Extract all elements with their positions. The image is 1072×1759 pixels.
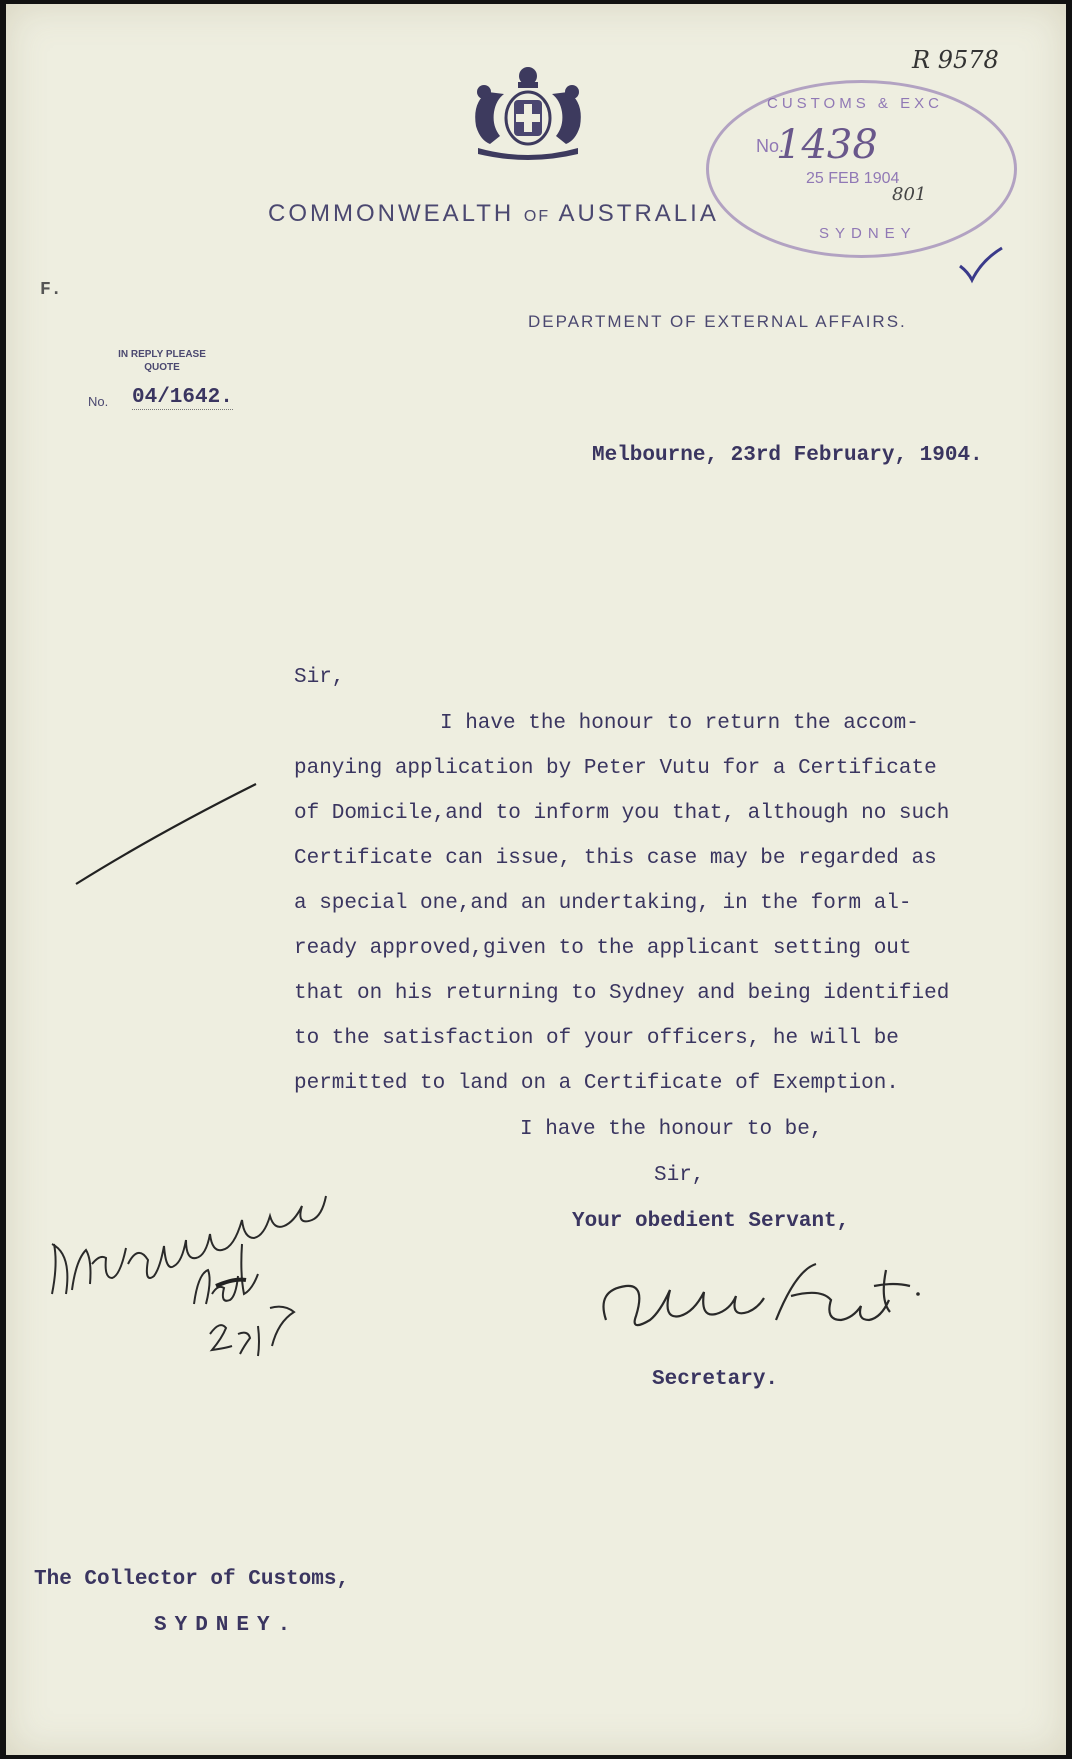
- letter-sheet: [6, 4, 1066, 1755]
- letterhead-of: OF: [523, 208, 551, 225]
- stamp-date: 25 FEB 1904: [806, 170, 900, 187]
- body-line: panying application by Peter Vutu for a Certificate: [294, 757, 937, 780]
- signatory-title: Secretary.: [652, 1368, 779, 1391]
- reference-number: 04/1642.: [132, 386, 233, 409]
- body-line: ready approved,given to the applicant setting out: [294, 937, 912, 960]
- closing-line: I have the honour to be,: [520, 1118, 823, 1141]
- body-line: that on his returning to Sydney and being identified: [294, 982, 950, 1005]
- body-line: to the satisfaction of your officers, he will be: [294, 1027, 899, 1050]
- date-line: Melbourne, 23rd February, 1904.: [592, 444, 983, 467]
- addressee-line: The Collector of Customs,: [34, 1568, 350, 1591]
- stamp-ring-bottom: SYDNEY: [819, 225, 917, 242]
- department-name: DEPARTMENT OF EXTERNAL AFFAIRS.: [528, 312, 907, 331]
- body-line: of Domicile,and to inform you that, although no such: [294, 802, 950, 825]
- coat-of-arms-icon: [458, 62, 598, 164]
- body-line: I have the honour to return the accom-: [440, 712, 919, 735]
- body-line: Certificate can issue, this case may be regarded as: [294, 847, 937, 870]
- stamp-number-label: No.: [756, 136, 785, 156]
- corner-note: F.: [40, 280, 62, 300]
- letterhead-australia: AUSTRALIA: [558, 200, 719, 227]
- signature: [586, 1260, 946, 1350]
- handwritten-reference: R 9578: [912, 46, 999, 74]
- stamp-ring-text: CUSTOMS & EXC: [767, 95, 943, 112]
- salutation: Sir,: [294, 666, 345, 689]
- stamp-sub-note: 801: [892, 184, 927, 205]
- letterhead-title: [268, 200, 719, 228]
- reference-number-label: No.: [88, 394, 109, 409]
- customs-stamp: [706, 80, 1017, 258]
- letterhead-commonwealth: COMMONWEALTH: [268, 200, 515, 227]
- body-line: permitted to land on a Certificate of Exemption.: [294, 1072, 899, 1095]
- body-line: a special one,and an undertaking, in the form al-: [294, 892, 912, 915]
- margin-stroke: [72, 780, 262, 890]
- margin-notes: [42, 1114, 362, 1364]
- stamp-number: 1438: [776, 122, 878, 168]
- closing-sir: Sir,: [654, 1164, 705, 1187]
- in-reply-label: IN REPLY PLEASE QUOTE: [118, 349, 206, 373]
- addressee-city: SYDNEY.: [154, 1614, 299, 1637]
- closing-servant: Your obedient Servant,: [572, 1210, 850, 1233]
- checkmark-icon: [956, 244, 1006, 284]
